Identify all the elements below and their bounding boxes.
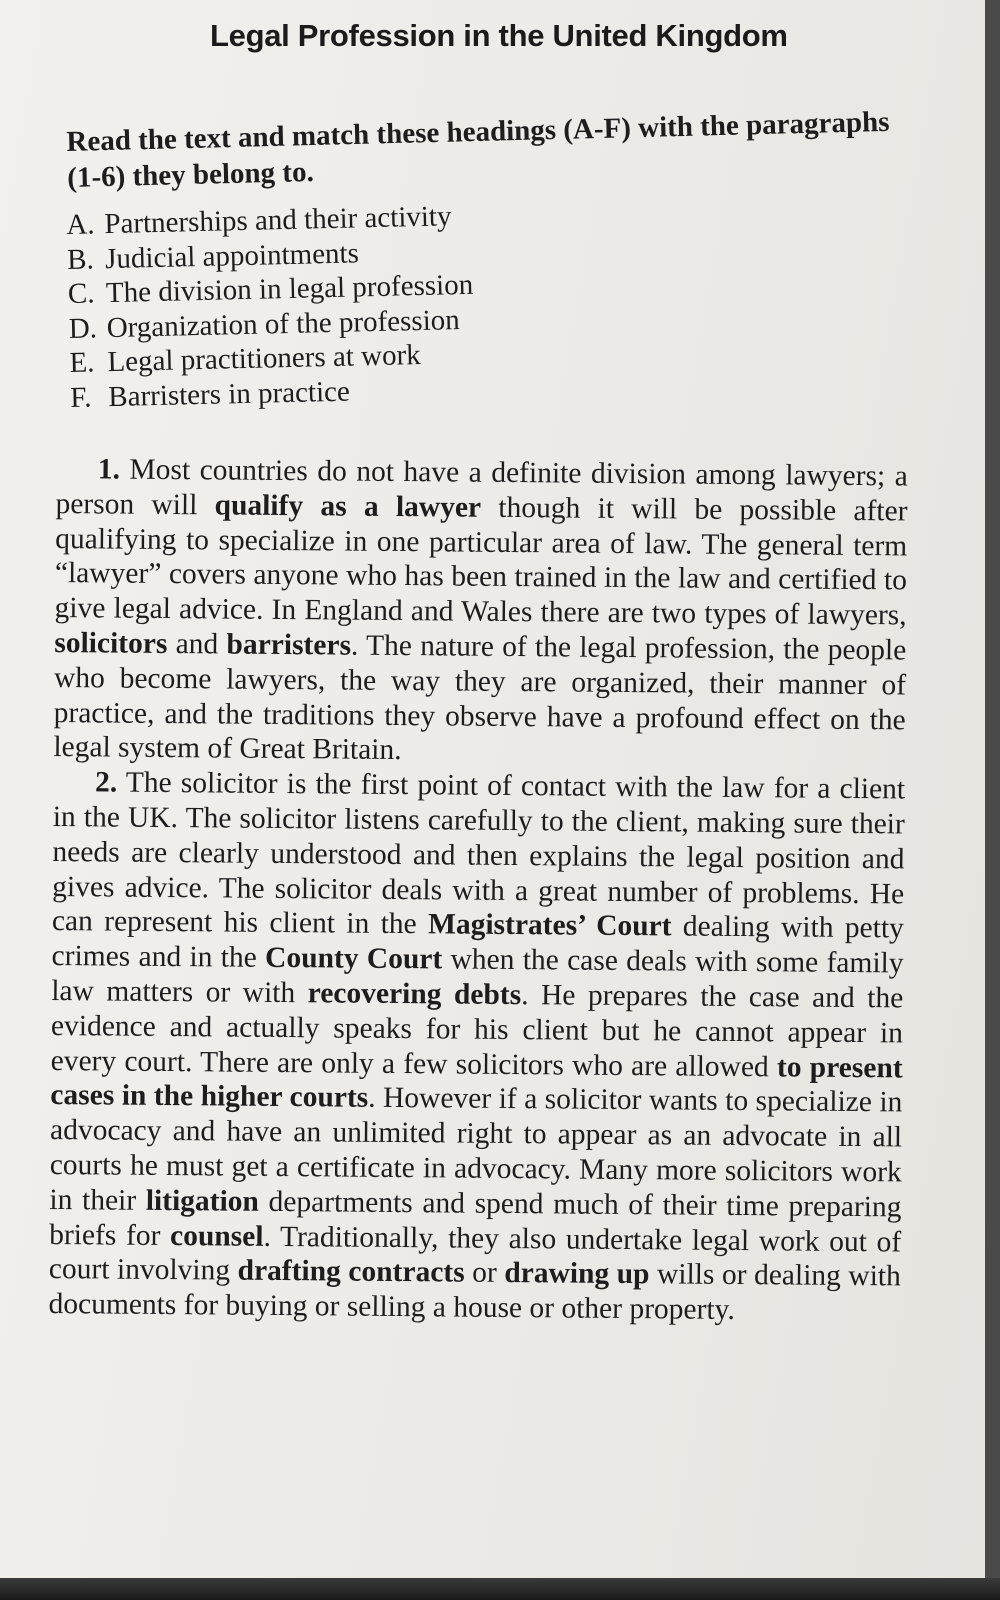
paragraph-1 (53, 452, 908, 773)
text-run: departments and spend much of their time preparing briefs for (49, 1185, 902, 1252)
heading-letter: F. (69, 380, 92, 414)
key-term: Magistrates’ Court (427, 908, 672, 943)
heading-text: The division in legal profession (105, 268, 474, 310)
text-run: . The nature of the legal profession, the people who become lawyers, the way they are organized, their manner of practice, and the traditions they observe have a profound effect on the legal system of Great Britain. (53, 629, 907, 767)
exercise-instruction: Read the text and match these headings (A-F) with the paragraphs (1-6) they belong to. (66, 105, 890, 194)
heading-text: Barristers in practice (107, 375, 351, 413)
section-title: Legal Profession in the United Kingdom (210, 18, 788, 53)
paragraph-number: 1. (97, 453, 121, 486)
key-term: litigation (145, 1184, 260, 1218)
heading-letter: A. (66, 208, 95, 241)
heading-text: Legal practitioners at work (107, 338, 422, 379)
key-term: barristers (226, 628, 352, 662)
text-run: though it will be possible after qualifying to specialize in one particular area of law. The general term “lawyer” covers anyone who has been trained in the law and certified to give legal advice. In England and Wales there are two types of lawyers, (54, 491, 908, 632)
text-run: when the case deals with some family law matters or with (51, 943, 904, 1010)
heading-letter: C. (67, 277, 95, 310)
article-body (48, 452, 908, 1329)
text-run: and (167, 627, 227, 661)
text-run: Most countries do not have a definite division among lawyers; a person will (55, 453, 908, 522)
key-term: drawing up (504, 1257, 650, 1291)
key-term: drafting contracts (237, 1254, 465, 1289)
page-edge-shadow (0, 1578, 1000, 1600)
key-term: solicitors (54, 626, 168, 660)
headings-list (66, 194, 671, 415)
text-run: dealing with petty crimes and in the (51, 910, 905, 974)
key-term: County Court (264, 942, 443, 976)
text-run: or (464, 1256, 505, 1290)
paragraph-2 (48, 765, 905, 1329)
heading-letter: D. (68, 311, 98, 345)
heading-text: Partnerships and their activity (104, 200, 452, 241)
heading-letter: B. (66, 242, 95, 276)
text-run: . However if a solicitor wants to specialize in advocacy and have an unlimited right to appear as an advocate in all courts he must get a certificate in advocacy. Many more solicitors work in their (49, 1082, 903, 1217)
key-term: to present cases in the higher courts (50, 1050, 903, 1115)
heading-text: Judicial appointments (104, 236, 360, 275)
text-run: . He prepares the case and the evidence and actually speaks for his client but he cannot appear in every court. There are only a few solicitors who are allowed (50, 979, 904, 1083)
paragraph-number: 2. (94, 766, 118, 799)
key-term: counsel (169, 1219, 264, 1253)
heading-text: Organization of the profession (106, 303, 461, 344)
heading-letter: E. (69, 346, 95, 379)
text-run: wills or dealing with documents for buying or selling a house or other property. (48, 1258, 901, 1327)
key-term: recovering debts (307, 977, 522, 1012)
text-run: . Traditionally, they also undertake legal work out of court involving (48, 1220, 902, 1287)
key-term: qualify as a lawyer (214, 489, 482, 524)
text-run: The solicitor is the first point of contact with the law for a client in the UK. The solicitor listens carefully to the client, making sure their needs are clearly understood and then explains the legal position and gives advice. The solicitor deals with a great number of problems. He can represent his client in the (51, 766, 906, 941)
